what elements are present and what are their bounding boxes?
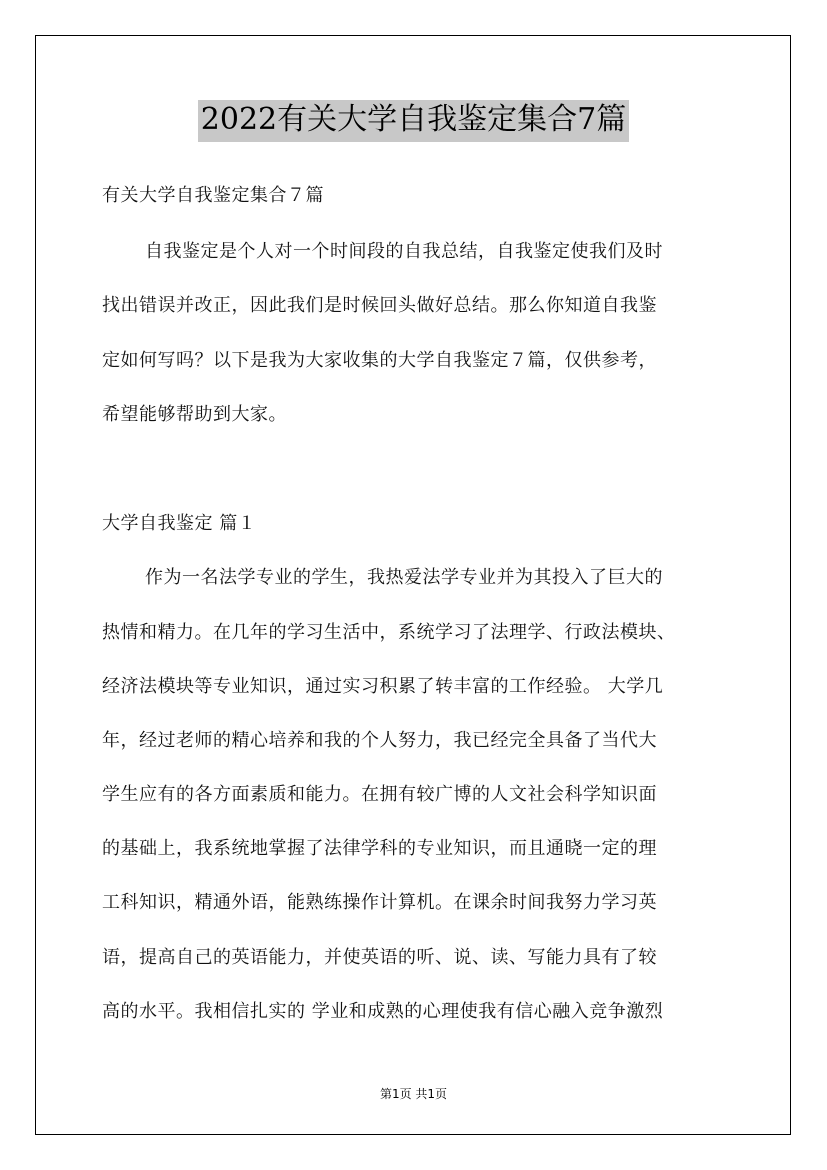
intro-line: 定如何写吗？以下是我为大家收集的大学自我鉴定７篇，仅供参考， bbox=[102, 350, 657, 371]
document-title: 2022有关大学自我鉴定集合7篇 bbox=[198, 100, 629, 142]
intro-line: 找出错误并改正，因此我们是时候回头做好总结。那么你知道自我鉴 bbox=[102, 295, 657, 316]
body-line: 经济法模块等专业知识，通过实习积累了转丰富的工作经验。 大学几 bbox=[102, 676, 664, 697]
body-line: 年，经过老师的精心培养和我的个人努力，我已经完全具备了当代大 bbox=[102, 730, 657, 751]
intro-line: 自我鉴定是个人对一个时间段的自我总结，自我鉴定使我们及时 bbox=[145, 241, 663, 262]
body-line: 作为一名法学专业的学生，我热爱法学专业并为其投入了巨大的 bbox=[145, 567, 663, 588]
page-footer: 第1页 共1页 bbox=[379, 1087, 448, 1101]
intro-line: 希望能够帮助到大家。 bbox=[102, 404, 287, 425]
section-heading: 大学自我鉴定 篇１ bbox=[102, 513, 257, 534]
body-line: 语，提高自己的英语能力，并使英语的听、说、读、写能力具有了较 bbox=[102, 947, 657, 968]
body-line: 学生应有的各方面素质和能力。在拥有较广博的人文社会科学知识面 bbox=[102, 784, 657, 805]
document-subtitle: 有关大学自我鉴定集合７篇 bbox=[102, 185, 324, 206]
body-line: 高的水平。我相信扎实的 学业和成熟的心理使我有信心融入竞争激烈 bbox=[102, 1001, 664, 1022]
body-line: 的基础上，我系统地掌握了法律学科的专业知识，而且通晓一定的理 bbox=[102, 838, 657, 859]
body-line: 热情和精力。在几年的学习生活中，系统学习了法理学、行政法模块、 bbox=[102, 622, 676, 643]
title-container bbox=[0, 100, 827, 142]
body-line: 工科知识，精通外语，能熟练操作计算机。在课余时间我努力学习英 bbox=[102, 892, 657, 913]
